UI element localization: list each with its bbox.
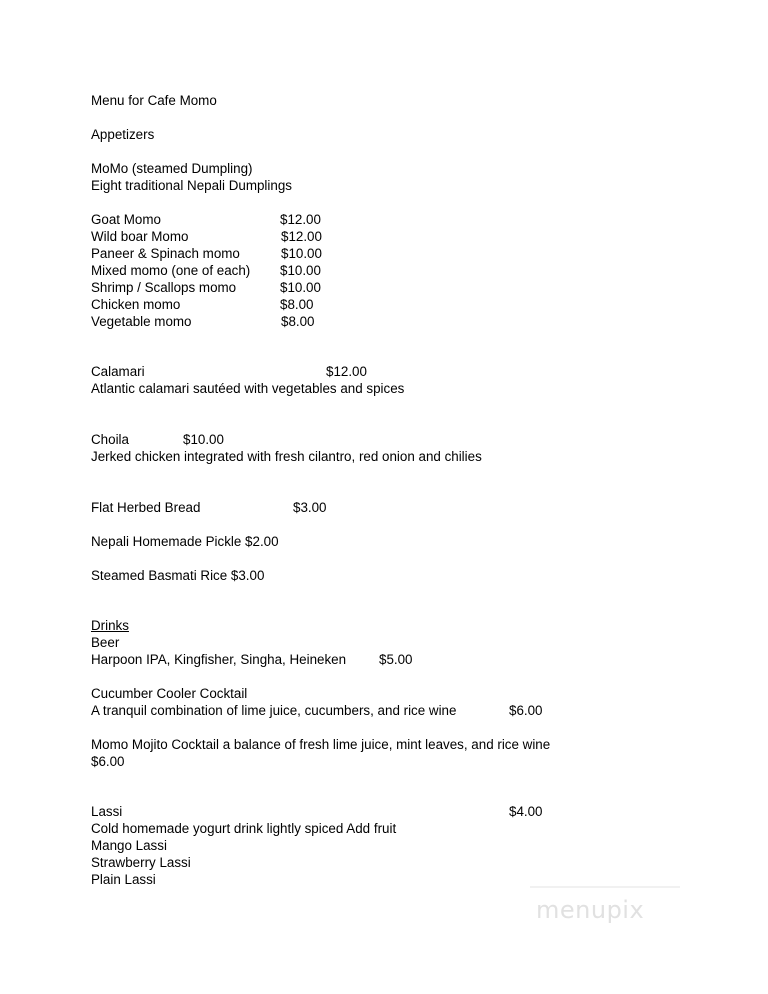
momo-desc: Eight traditional Nepali Dumplings [91, 178, 292, 193]
mojito-desc: Momo Mojito Cocktail a balance of fresh lime juice, mint leaves, and rice wine [91, 737, 551, 752]
lassi-option: Mango Lassi [91, 838, 167, 853]
calamari-name: Calamari [91, 364, 145, 379]
choila-desc: Jerked chicken integrated with fresh cilantro, red onion and chilies [91, 449, 482, 464]
beer-list: Harpoon IPA, Kingfisher, Singha, Heineken [91, 652, 347, 667]
momo-item-price: $10.00 [280, 263, 321, 278]
momo-item-price: $8.00 [281, 314, 315, 329]
cucumber-desc: A tranquil combination of lime juice, cucumbers, and rice wine [91, 703, 457, 718]
calamari-price: $12.00 [326, 364, 367, 379]
choila-name: Choila [91, 432, 129, 447]
rice-line: Steamed Basmati Rice $3.00 [91, 568, 265, 583]
momo-item-name: Wild boar Momo [91, 229, 189, 244]
appetizers-heading: Appetizers [91, 127, 155, 142]
momo-item-price: $12.00 [281, 229, 322, 244]
beer-title: Beer [91, 635, 120, 650]
momo-item-price: $10.00 [281, 246, 322, 261]
lassi-option: Strawberry Lassi [91, 855, 191, 870]
momo-item-price: $8.00 [280, 297, 314, 312]
momo-item-price: $12.00 [280, 212, 321, 227]
cucumber-price: $6.00 [509, 703, 543, 718]
pickle-line: Nepali Homemade Pickle $2.00 [91, 534, 279, 549]
menupix-watermark: menupix [536, 896, 645, 924]
mojito-price: $6.00 [91, 754, 125, 769]
momo-item-name: Paneer & Spinach momo [91, 246, 240, 261]
momo-item-name: Chicken momo [91, 297, 181, 312]
momo-item-name: Goat Momo [91, 212, 161, 227]
bread-name: Flat Herbed Bread [91, 500, 201, 515]
lassi-desc: Cold homemade yogurt drink lightly spiced Add fruit [91, 821, 397, 836]
momo-item-name: Shrimp / Scallops momo [91, 280, 237, 295]
momo-title: MoMo (steamed Dumpling) [91, 161, 253, 176]
menu-title: Menu for Cafe Momo [91, 93, 217, 108]
beer-price: $5.00 [379, 652, 413, 667]
bread-price: $3.00 [293, 500, 327, 515]
momo-item-name: Vegetable momo [91, 314, 192, 329]
watermark-rule [530, 886, 680, 888]
cucumber-title: Cucumber Cooler Cocktail [91, 686, 248, 701]
momo-item-price: $10.00 [280, 280, 321, 295]
choila-price: $10.00 [183, 432, 224, 447]
momo-item-name: Mixed momo (one of each) [91, 263, 251, 278]
lassi-title: Lassi [91, 804, 123, 819]
lassi-price: $4.00 [509, 804, 543, 819]
lassi-option: Plain Lassi [91, 872, 156, 887]
drinks-heading: Drinks [91, 618, 129, 633]
calamari-desc: Atlantic calamari sautéed with vegetables and spices [91, 381, 405, 396]
